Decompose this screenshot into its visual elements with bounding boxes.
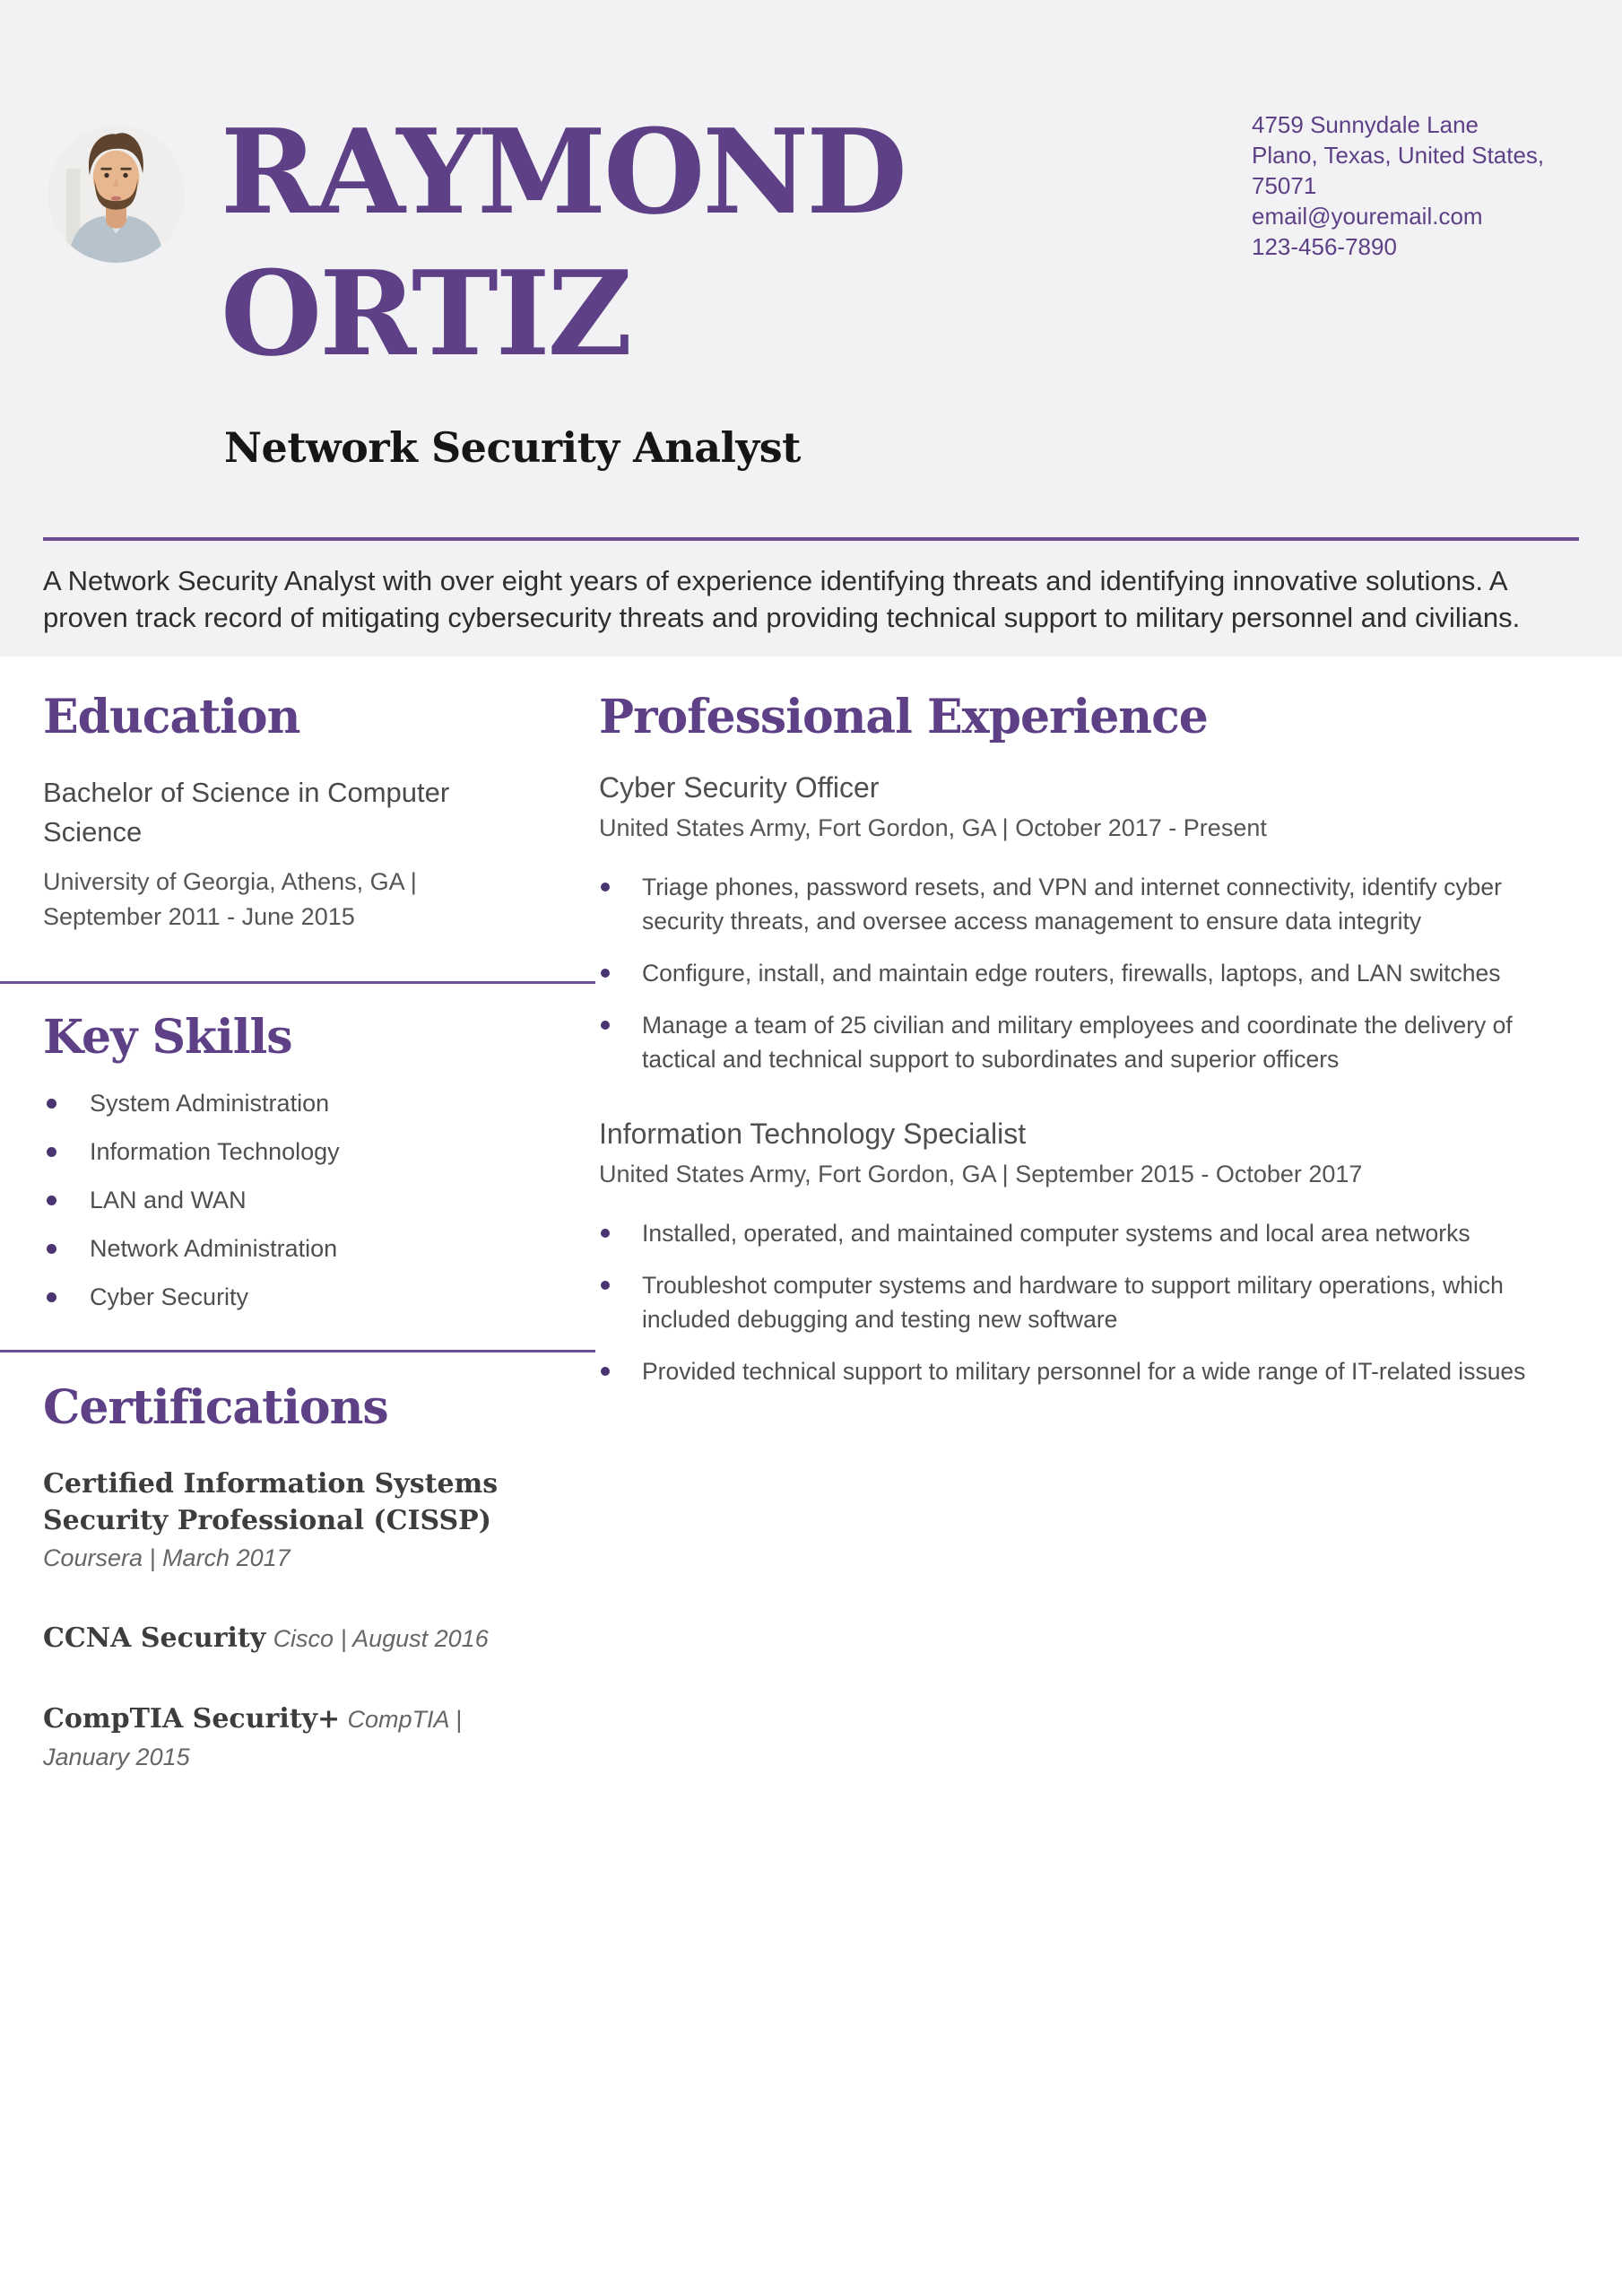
skill-item (43, 1135, 502, 1169)
job-bullet-text: Installed, operated, and maintained computer systems and local area networks (642, 1220, 1470, 1247)
avatar-illustration (48, 126, 185, 263)
contact-city: Plano, Texas, United States, (1252, 142, 1545, 169)
job-bullet-list (599, 1216, 1579, 1388)
job-bullet-text: Provided technical support to military personnel for a wide range of IT-related issues (642, 1358, 1526, 1385)
section-divider (0, 1350, 595, 1352)
skill-label: Information Technology (90, 1137, 340, 1165)
certification-detail: Cisco | August 2016 (273, 1625, 489, 1652)
job-bullet-text: Troubleshot computer systems and hardware to support military operations, which included debugging and testing new software (642, 1272, 1504, 1333)
job-meta-text: United States Army, Fort Gordon, GA | October 2017 - Present (599, 814, 1267, 841)
job-bullet (599, 956, 1579, 990)
skill-item (43, 1231, 502, 1265)
job-bullet-text: Triage phones, password resets, and VPN and internet connectivity, identify cyber security threats, and oversee access management to ensure data integrity (642, 874, 1502, 935)
skill-item (43, 1183, 502, 1217)
job-title-text: Cyber Security Officer (599, 771, 880, 804)
bullet-icon (47, 1292, 56, 1302)
summary-text: A Network Security Analyst with over eight years of experience identifying threats and identifying innovative solutions. A proven track record of mitigating cybersecurity threats and providing technical support to military personnel and civilians. (43, 565, 1521, 633)
contact-email: email@youremail.com (1252, 203, 1483, 230)
key-skills-heading: Key Skills (43, 1010, 292, 1065)
job-bullet (599, 1008, 1579, 1076)
bullet-icon (601, 969, 610, 978)
certification-item (43, 1620, 502, 1657)
certification-name: Certified Information Systems Security Professional (CISSP) (43, 1468, 499, 1536)
certification-detail: Coursera | March 2017 (43, 1544, 291, 1571)
certification-name: CCNA Security (43, 1622, 266, 1654)
education-heading: Education (43, 690, 300, 744)
certification-item (43, 1465, 502, 1577)
contact-street: 4759 Sunnydale Lane (1252, 111, 1479, 138)
resume-header (0, 0, 1622, 657)
certification-name: CompTIA Security+ (43, 1703, 341, 1735)
skill-label: LAN and WAN (90, 1186, 247, 1213)
bullet-icon (601, 1367, 610, 1376)
experience-heading: Professional Experience (599, 690, 1208, 744)
job-bullet-text: Manage a team of 25 civilian and military employees and coordinate the delivery of tactical and technical support to subordinates and superior officers (642, 1012, 1513, 1073)
job-bullet (599, 1268, 1579, 1336)
contact-phone: 123-456-7890 (1252, 233, 1397, 260)
education-degree: Bachelor of Science in Computer Science (43, 777, 450, 848)
job-entry (599, 770, 1579, 1076)
skill-item (43, 1280, 502, 1314)
skill-item (43, 1086, 502, 1120)
bullet-icon (601, 1281, 610, 1290)
bullet-icon (47, 1099, 56, 1109)
contact-zip: 75071 (1252, 172, 1317, 199)
certifications-heading: Certifications (43, 1380, 388, 1435)
resume-body (0, 657, 1622, 1776)
job-bullet (599, 870, 1579, 938)
certification-item (43, 1700, 502, 1776)
candidate-name (221, 101, 905, 385)
profile-photo (48, 126, 185, 263)
job-bullet-text: Configure, install, and maintain edge routers, firewalls, laptops, and LAN switches (642, 960, 1501, 987)
name-line-2: ORTIZ (221, 245, 630, 382)
header-divider (43, 537, 1579, 541)
bullet-icon (601, 883, 610, 891)
bullet-icon (47, 1196, 56, 1205)
bullet-icon (47, 1147, 56, 1157)
section-divider (0, 981, 595, 984)
bullet-icon (601, 1229, 610, 1238)
bullet-icon (47, 1244, 56, 1254)
contact-info (1252, 109, 1592, 262)
name-line-1: RAYMOND (221, 103, 905, 240)
bullet-icon (601, 1021, 610, 1030)
job-bullet-list (599, 870, 1579, 1076)
skill-label: Network Administration (90, 1234, 338, 1262)
job-title-text: Information Technology Specialist (599, 1118, 1027, 1150)
candidate-job-title: Network Security Analyst (224, 423, 801, 472)
job-meta-text: United States Army, Fort Gordon, GA | September 2015 - October 2017 (599, 1161, 1363, 1187)
job-entry (599, 1116, 1579, 1388)
certification-detail: CompTIA | January 2015 (43, 1706, 463, 1770)
key-skills-list (43, 1086, 502, 1314)
skill-label: System Administration (90, 1089, 330, 1117)
job-bullet (599, 1354, 1579, 1388)
education-school-dates: University of Georgia, Athens, GA | September 2011 - June 2015 (43, 868, 417, 930)
left-column (43, 657, 502, 1776)
job-bullet (599, 1216, 1579, 1250)
right-column (599, 657, 1579, 1776)
skill-label: Cyber Security (90, 1283, 249, 1310)
